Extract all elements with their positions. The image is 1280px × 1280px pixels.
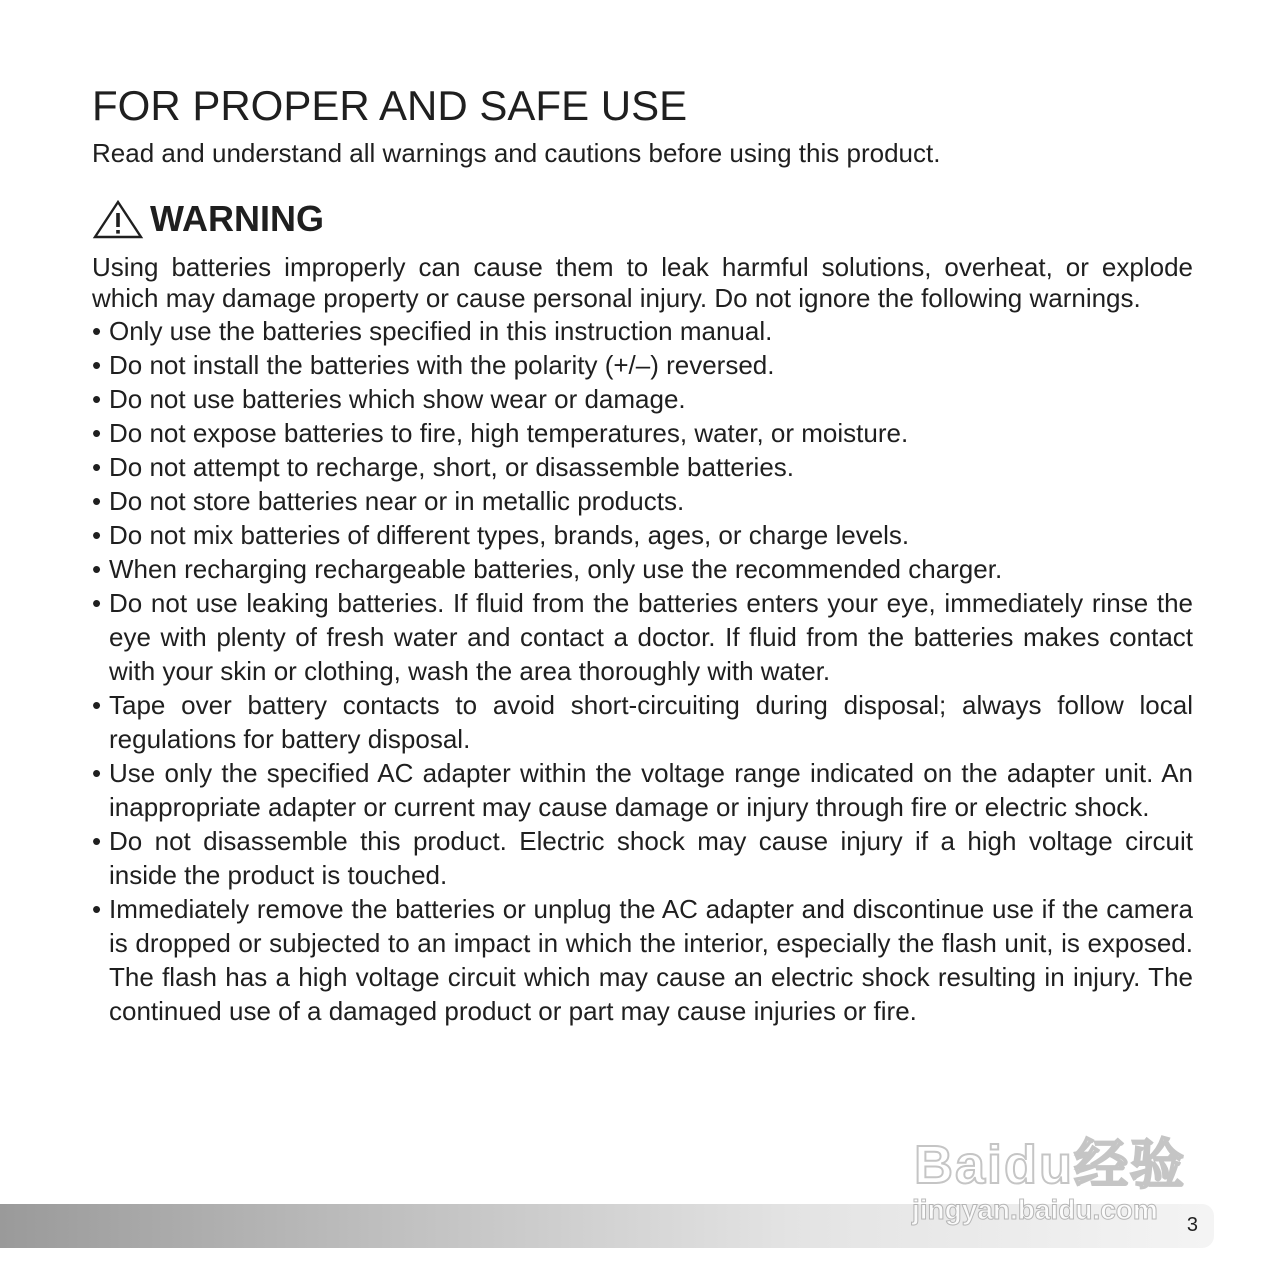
general-warnings-list [92, 756, 1193, 1028]
warning-heading: WARNING [150, 198, 324, 239]
warning-triangle-icon [92, 199, 144, 239]
list-item: • When recharging rechargeable batteries, only use the recommended charger. [92, 552, 1193, 586]
list-item: • Tape over battery contacts to avoid short-circuiting during disposal; always follow local regulations for battery disposal. [92, 688, 1193, 756]
footer-bar [0, 1204, 1214, 1248]
watermark-url: jingyan.baidu.com [912, 1194, 1158, 1225]
list-item: • Do not install the batteries with the polarity (+/–) reversed. [92, 348, 1193, 382]
warning-heading-row [92, 194, 1193, 244]
page-subtitle: Read and understand all warnings and cautions before using this product. [92, 138, 941, 168]
list-item: • Do not disassemble this product. Electric shock may cause injury if a high voltage circuit inside the product is touched. [92, 824, 1193, 892]
list-item: • Do not attempt to recharge, short, or disassemble batteries. [92, 450, 1193, 484]
list-item: • Do not store batteries near or in metallic products. [92, 484, 1193, 518]
page-title: FOR PROPER AND SAFE USE [92, 82, 688, 129]
watermark-logo: Baidu经验 [914, 1135, 1187, 1195]
list-item: • Do not mix batteries of different types, brands, ages, or charge levels. [92, 518, 1193, 552]
list-item: • Do not use batteries which show wear or damage. [92, 382, 1193, 416]
page-number: 3 [1186, 1214, 1198, 1236]
list-item: • Only use the batteries specified in this instruction manual. [92, 314, 1193, 348]
manual-page [92, 80, 1193, 1028]
list-item: • Do not expose batteries to fire, high temperatures, water, or moisture. [92, 416, 1193, 450]
list-item: • Do not use leaking batteries. If fluid from the batteries enters your eye, immediately rinse the eye with plenty of fresh water and contact a doctor. If fluid from the batteries makes contact with your skin or clothing, wash the area thoroughly with water. [92, 586, 1193, 688]
warning-intro: Using batteries improperly can cause them to leak harmful solutions, overheat, or explode which may damage property or cause personal injury. Do not ignore the following warnings. [92, 252, 1193, 313]
list-item: • Use only the specified AC adapter within the voltage range indicated on the adapter unit. An inappropriate adapter or current may cause damage or injury through fire or electric shock. [92, 756, 1193, 824]
battery-warnings-list [92, 314, 1193, 756]
list-item: • Immediately remove the batteries or unplug the AC adapter and discontinue use if the camera is dropped or subjected to an impact in which the interior, especially the flash unit, is exposed. The flash has a high voltage circuit which may cause an electric shock resulting in injury. The continued use of a damaged product or part may cause injuries or fire. [92, 892, 1193, 1028]
